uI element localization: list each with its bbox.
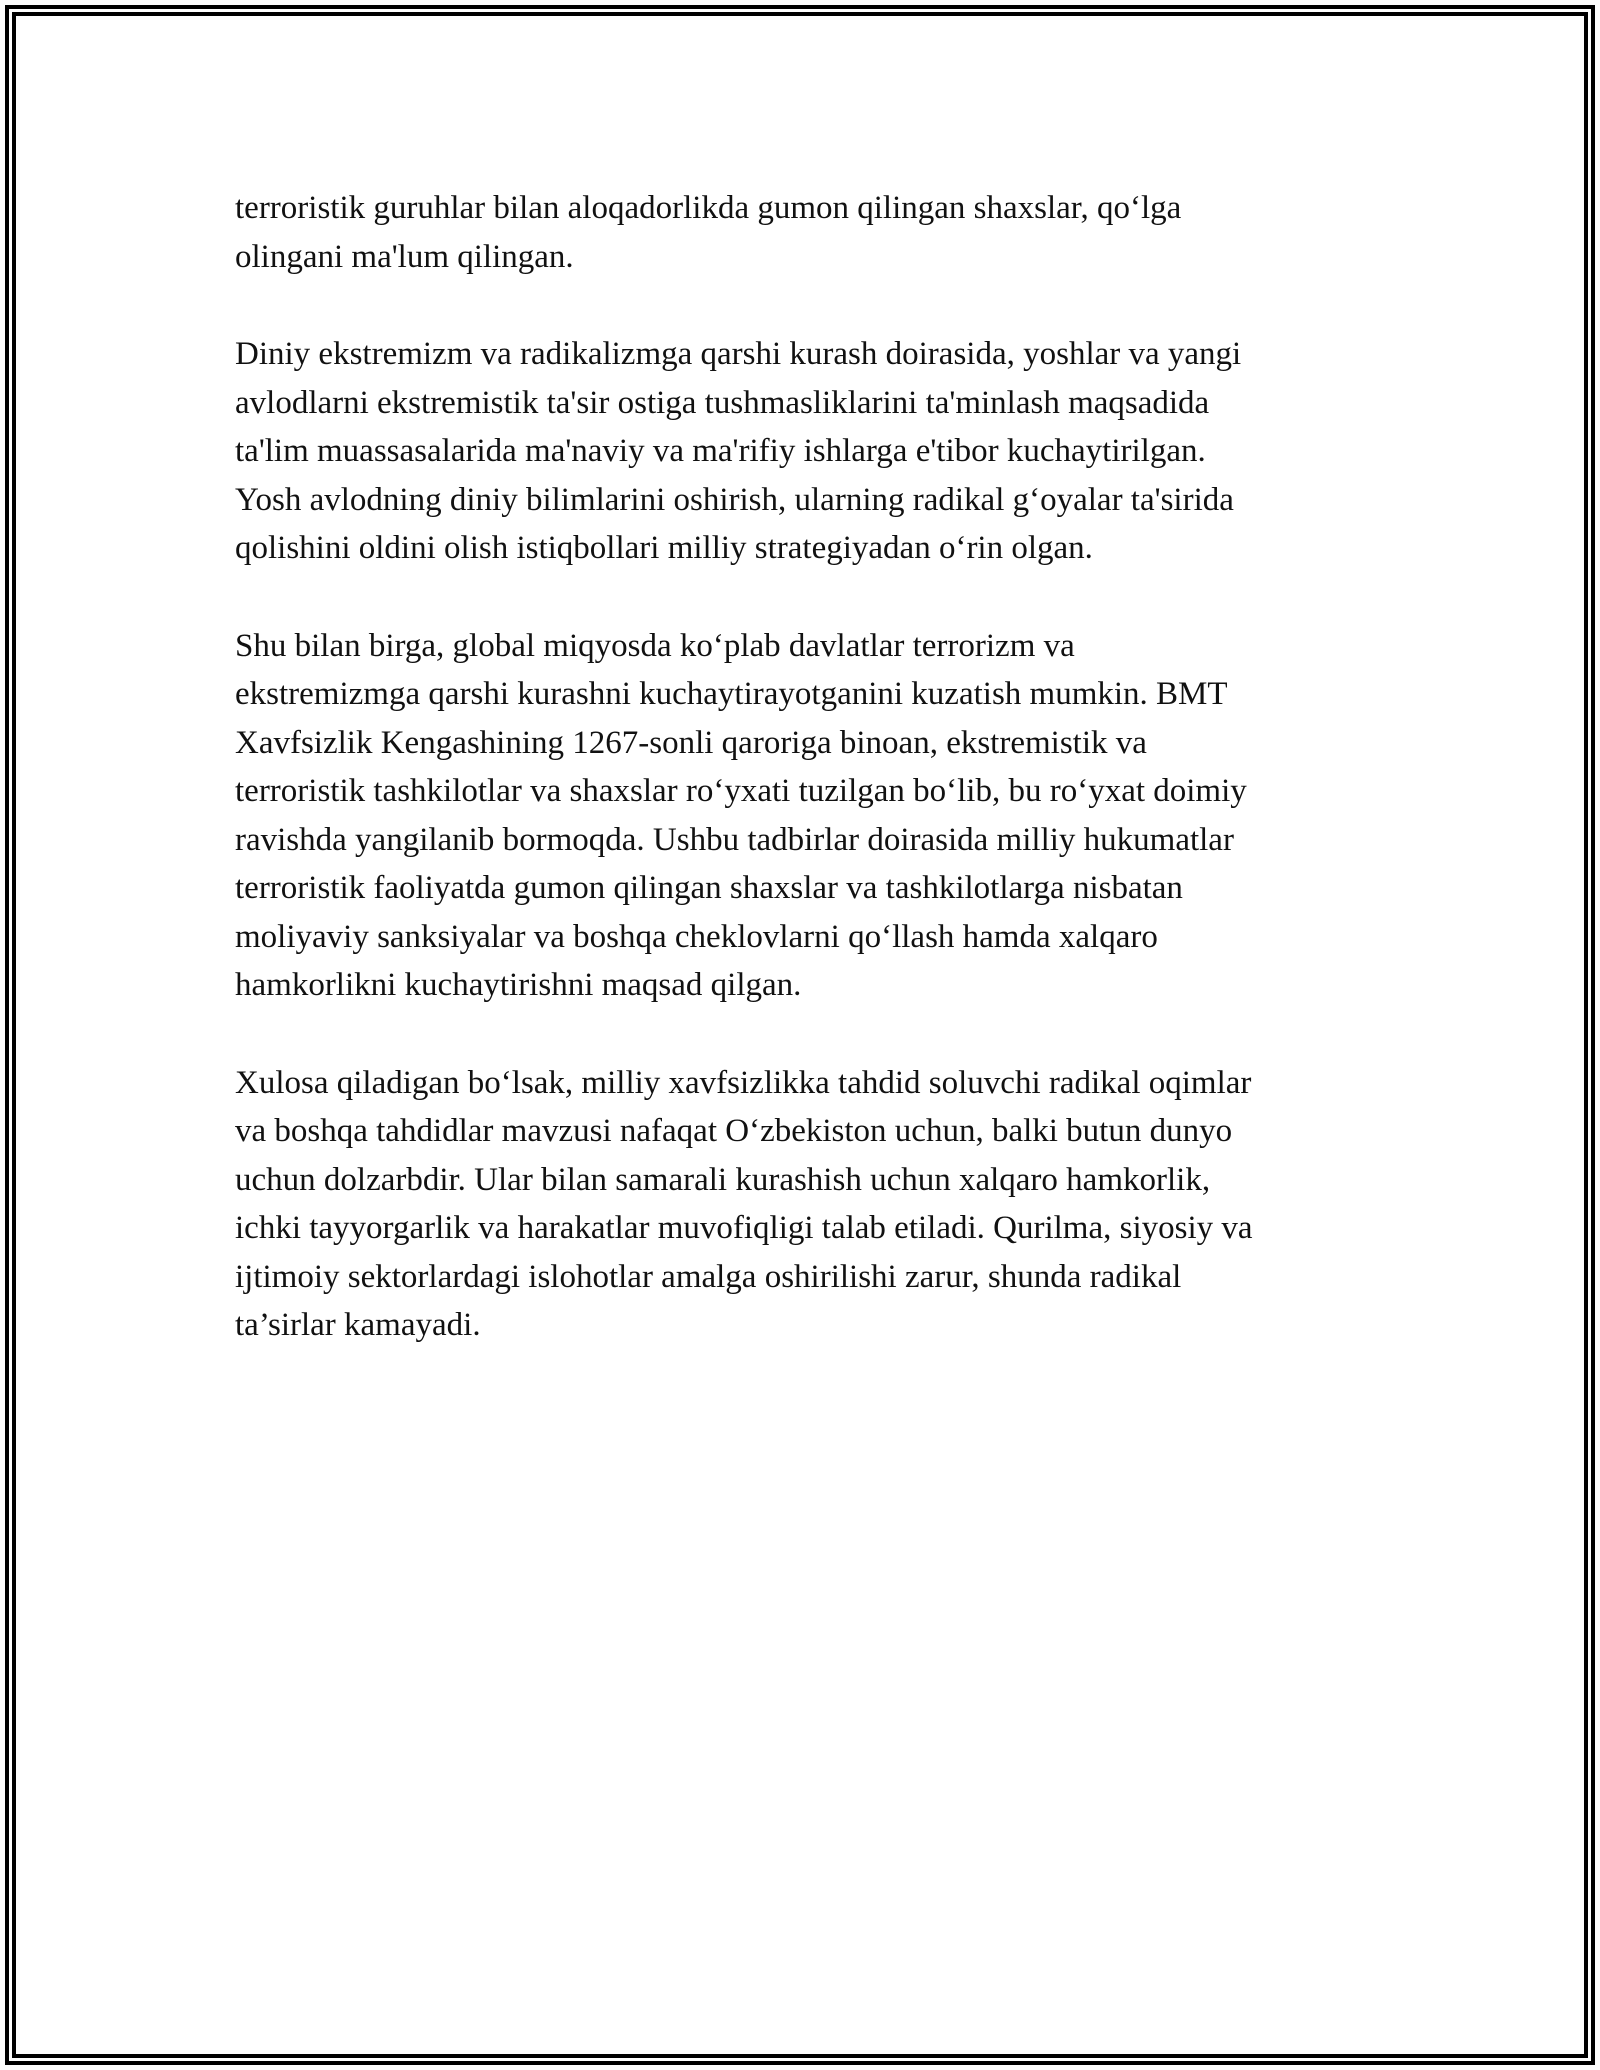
- text-line: ta’sirlar kamayadi.: [235, 1307, 481, 1343]
- paragraph: [235, 184, 1375, 281]
- text-line: olingani ma'lum qilingan.: [235, 238, 574, 275]
- text-line: ta'lim muassasalarida ma'naviy va ma'rifiy ishlarga e'tibor kuchaytirilgan.: [235, 433, 1206, 469]
- text-line: terroristik tashkilotlar va shaxslar ro‘yxati tuzilgan bo‘lib, bu ro‘yxat doimiy: [235, 773, 1247, 809]
- paragraph: [235, 330, 1375, 573]
- text-line: Xavfsizlik Kengashining 1267-sonli qaroriga binoan, ekstremistik va: [235, 724, 1147, 761]
- document-body: [235, 184, 1375, 1399]
- text-line: ijtimoiy sektorlardagi islohotlar amalga oshirilishi zarur, shunda radikal: [235, 1258, 1182, 1295]
- text-line: terroristik guruhlar bilan aloqadorlikda gumon qilingan shaxslar, qo‘lga: [235, 190, 1182, 226]
- text-line: ichki tayyorgarlik va harakatlar muvofiqligi talab etiladi. Qurilma, siyosiy va: [235, 1210, 1253, 1246]
- text-line: hamkorlikni kuchaytirishni maqsad qilgan.: [235, 967, 802, 1003]
- paragraph: [235, 1059, 1375, 1350]
- text-line: terroristik faoliyatda gumon qilingan shaxslar va tashkilotlarga nisbatan: [235, 870, 1183, 906]
- text-line: qolishini oldini olish istiqbollari milliy strategiyadan o‘rin olgan.: [235, 530, 1093, 566]
- text-line: ekstremizmga qarshi kurashni kuchaytirayotganini kuzatish mumkin. BMT: [235, 676, 1228, 712]
- text-line: uchun dolzarbdir. Ular bilan samarali kurashish uchun xalqaro hamkorlik,: [235, 1161, 1211, 1198]
- text-line: ravishda yangilanib bormoqda. Ushbu tadbirlar doirasida milliy hukumatlar: [235, 821, 1234, 858]
- text-line: va boshqa tahdidlar mavzusi nafaqat O‘zbekiston uchun, balki butun dunyo: [235, 1113, 1233, 1149]
- text-line: Shu bilan birga, global miqyosda ko‘plab davlatlar terrorizm va: [235, 627, 1075, 664]
- text-line: Diniy ekstremizm va radikalizmga qarshi kurash doirasida, yoshlar va yangi: [235, 336, 1242, 372]
- text-line: moliyaviy sanksiyalar va boshqa cheklovlarni qo‘llash hamda xalqaro: [235, 918, 1158, 955]
- text-line: avlodlarni ekstremistik ta'sir ostiga tushmasliklarini ta'minlash maqsadida: [235, 384, 1210, 421]
- text-line: Yosh avlodning diniy bilimlarini oshirish, ularning radikal g‘oyalar ta'sirida: [235, 481, 1234, 518]
- paragraph: [235, 622, 1375, 1010]
- text-line: Xulosa qiladigan bo‘lsak, milliy xavfsizlikka tahdid soluvchi radikal oqimlar: [235, 1064, 1252, 1101]
